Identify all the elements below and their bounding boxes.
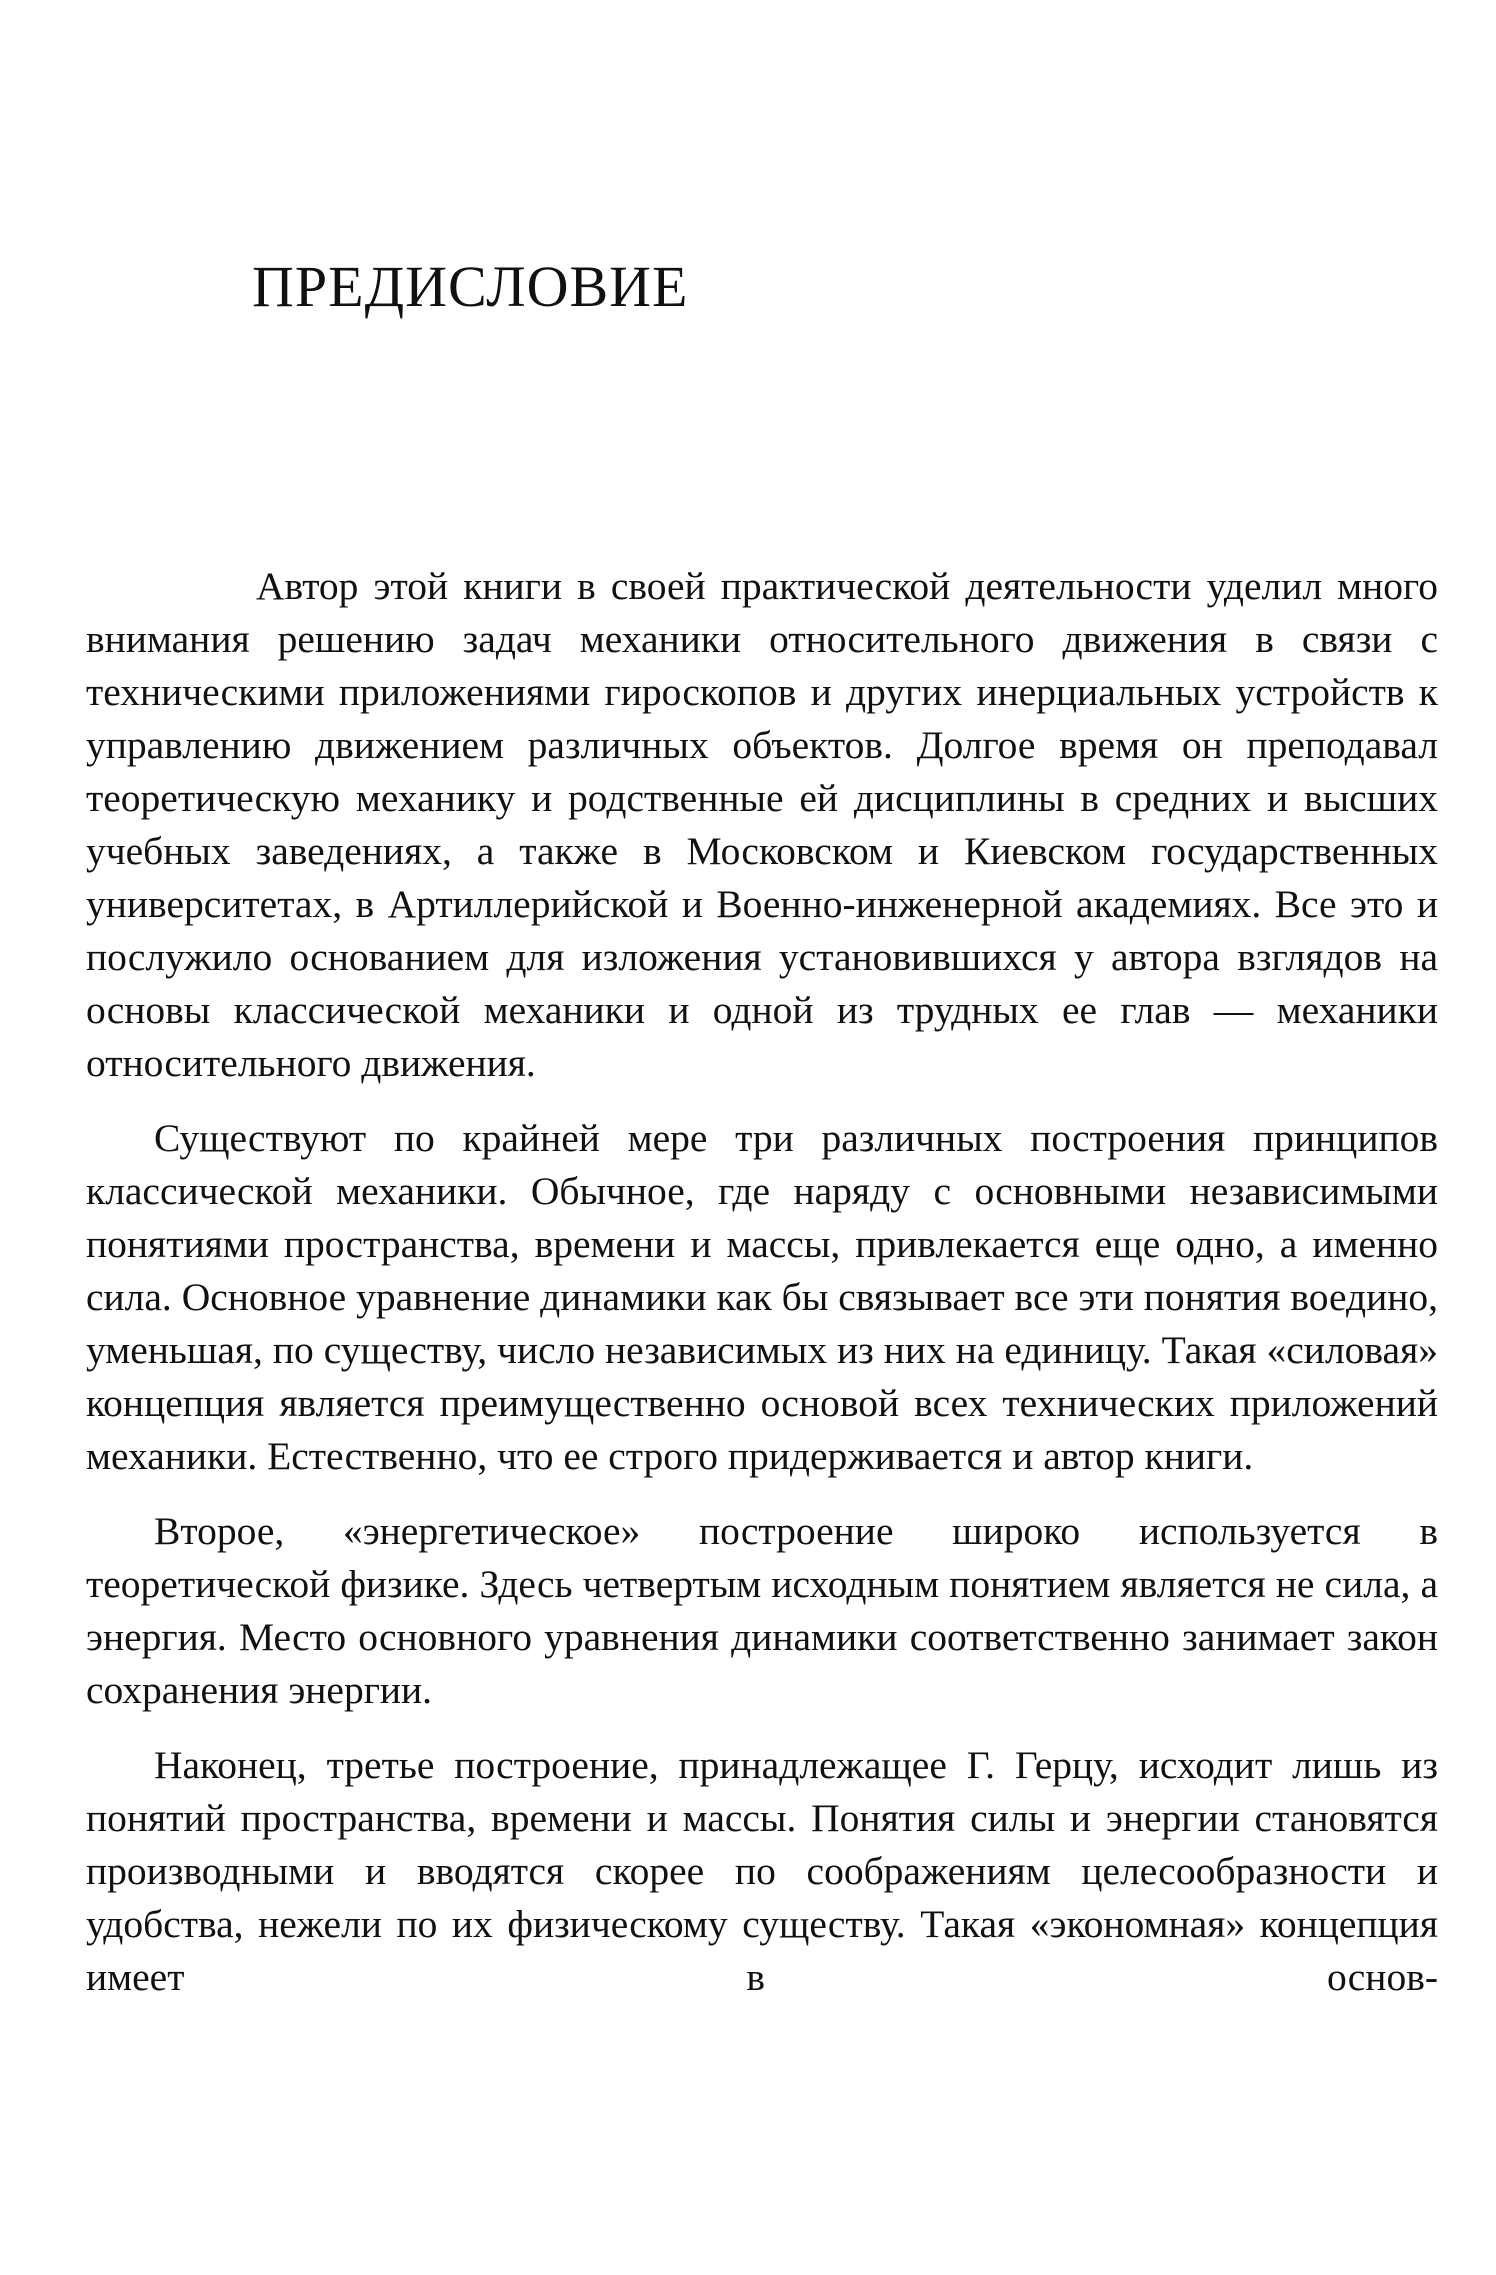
- paragraph-3: Второе, «энергетическое» построение широко используется в теоретической физике. Здесь четвертым исходным понятием является не сила, а энергия. Место основного уравнения динамики соответственно занимает закон сохранения энергии.: [86, 1509, 1438, 1712]
- paragraph-4: Наконец, третье построение, принадлежащее Г. Герцу, исходит лишь из понятий пространства, времени и массы. Понятия силы и энергии становятся производными и вводятся скорее по соображениям целесообразности и удобства, нежели по их физическому существу. Такая «экономная» концепция имеет в основ-: [86, 1743, 1438, 1999]
- paragraph-1: Автор этой книги в своей практической деятельности уделил много внимания решению задач механики относительного движения в связи с техническими приложениями гироскопов и других инерциальных устройств к управлению движением различных объектов. Долгое время он преподавал теоретическую механику и родственные ей дисциплины в средних и высших учебных заведениях, а также в Московском и Киевском государственных университетах, в Артиллерийской и Военно-инженерной академиях. Все это и послужило основанием для изложения установившихся у автора взглядов на основы классической механики и одной из трудных ее глав — механики относительного движения.: [86, 564, 1438, 1085]
- paragraph-2: Существуют по крайней мере три различных построения принципов классической механики. Обычное, где наряду с основными независимыми понятиями пространства, времени и массы, привлекается еще одно, а именно сила. Основное уравнение динамики как бы связывает все эти понятия воедино, уменьшая, по существу, число независимых из них на единицу. Такая «силовая» концепция является преимущественно основой всех технических приложений механики. Естественно, что ее строго придерживается и автор книги.: [86, 1116, 1438, 1478]
- page-title: ПРЕДИСЛОВИЕ: [252, 254, 689, 319]
- preface-body: [86, 560, 1438, 2026]
